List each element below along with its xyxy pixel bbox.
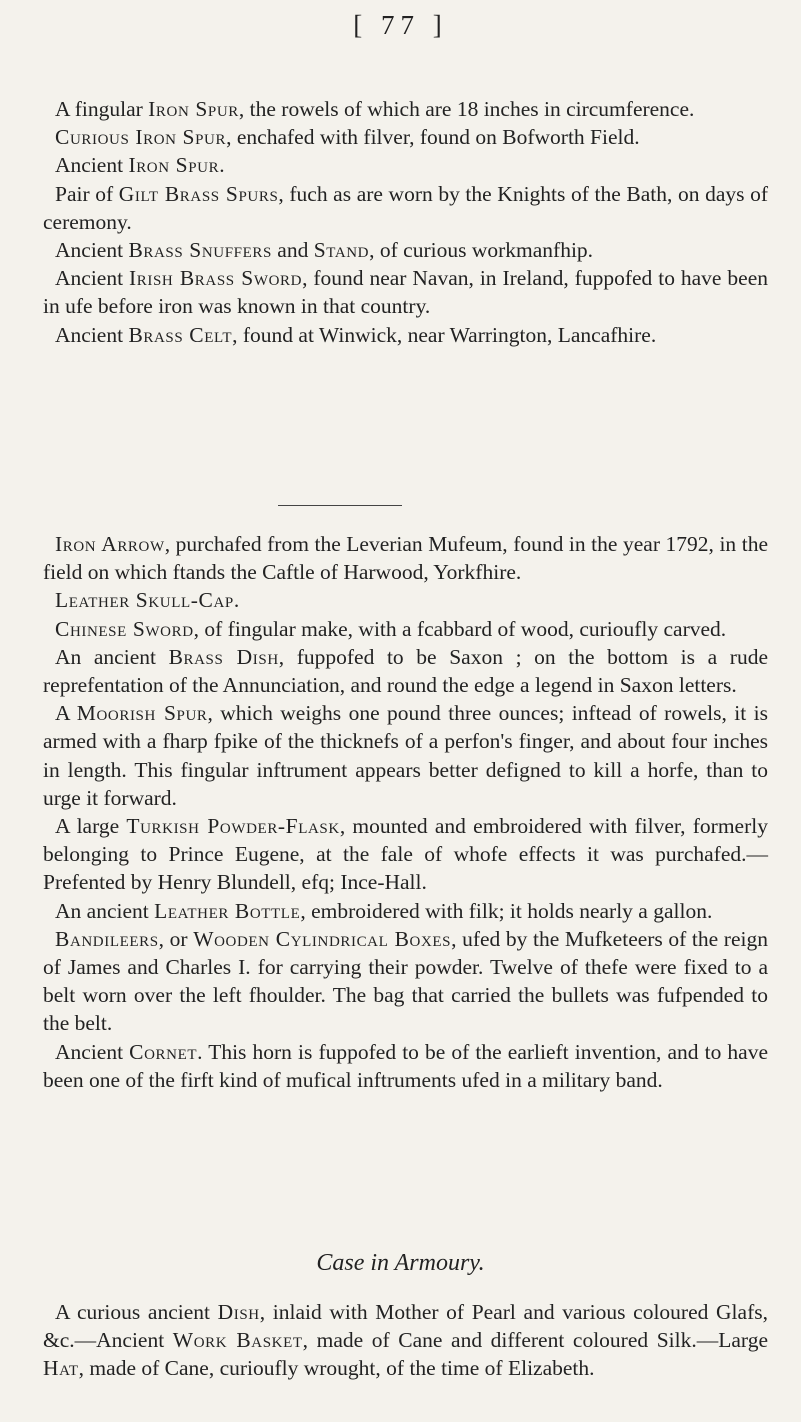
entry-text: Ancient [55,266,129,291]
entry-text: , purchafed from the Leverian Mufeum, found in the year 1792, in the field on which ftands the Caftle of Harwood, Yorkfhire. [43,532,768,585]
catalogue-entry [43,151,768,179]
catalogue-entry [43,643,768,699]
entry-item-name: Brass Snuffers [128,238,272,263]
entry-text: , which weighs one pound three ounces; inftead of rowels, it is armed with a fharp fpike of the thicknefs of a perfon's finger, and about four inches in length. This fingular inftrument appears better defigned to kill a horfe, than to urge it forward. [43,701,768,810]
entry-text: , or [158,926,194,951]
entry-text: , found at Winwick, near Warrington, Lancafhire. [232,322,657,347]
entry-item-name: Cornet [129,1039,198,1064]
entry-text: , mounted and embroidered with filver, formerly belonging to Prince Eugene, at the fale of whofe effects it was purchafed.—Prefented by Henry Blundell, efq; Ince-Hall. [43,814,768,895]
entry-item-name: Wooden Cylindrical Boxes [193,926,452,951]
entry-text: , fuch as are worn by the Knights of the Bath, on days of ceremony. [43,181,768,234]
entry-item-name: Moorish Spur [76,701,208,726]
entry-item-name: Iron Spur [128,153,220,178]
entries-list-1 [43,95,768,349]
entry-text: , the rowels of which are 18 inches in circumference. [238,97,695,121]
entry-text: and [271,238,314,263]
entry-item-name: Work Basket [172,1328,303,1353]
entry-text: A fingular [55,97,149,121]
catalogue-entry [43,264,768,320]
entry-text: , fuppofed to be Saxon ; on the bottom is a rude reprefentation of the Annunciation, and round the edge a legend in Saxon letters. [43,644,768,698]
entry-text: , made of Cane and different coloured Silk.—Large [302,1328,768,1353]
entry-item-name: Brass Dish [168,644,279,669]
catalogue-entry [43,123,768,151]
entry-text: . [219,153,225,178]
entry-text: A [55,701,77,726]
entry-text: An ancient [55,644,169,669]
catalogue-entry [43,95,768,123]
entry-text: Ancient [55,1039,130,1064]
entry-item-name: Gilt Brass Spurs [118,181,279,206]
section-heading: Case in Armoury. [316,1250,485,1276]
entry-text: . [233,588,240,613]
entry-item-name: Curious Iron Spur [55,125,227,150]
entry-item-name: Iron Spur [148,97,239,121]
entry-text: , made of Cane, curioufly wrought, of the time of Elizabeth. [78,1356,595,1381]
catalogue-entry [43,812,768,897]
entries-list-2 [43,530,768,1094]
entry-item-name: Dish [217,1300,260,1324]
entry-text: . This horn is fuppofed to be of the earlieft invention, and to have been one of the firft kind of mufical inftruments ufed in a military band. [43,1039,769,1092]
entry-text: , embroidered with filk; it holds nearly a gallon. [300,898,713,923]
entry-text: , of curious workmanfhip. [369,238,594,263]
entry-item-name: Stand [313,238,370,263]
entry-item-name: Hat [43,1356,79,1381]
entry-text: , inlaid with Mother of Pearl and various coloured Glafs, &c.—Ancient [43,1300,768,1353]
entry-text: Ancient [55,322,129,347]
entry-text: , ufed by the Mufketeers of the reign of James and Charles I. for carrying their powder. Twelve of thefe were fixed to a belt worn over the left fhoulder. The bag that carried the bullets was fufpended to the belt. [43,926,768,1036]
entry-text: Ancient [55,153,129,178]
entry-text: Pair of [55,181,119,206]
section-divider [278,505,402,506]
entry-text: , of fingular make, with a fcabbard of wood, curioufly carved. [193,616,727,641]
entries-list-3 [43,1298,768,1383]
page-number: [ 77 ] [353,10,448,40]
entry-item-name: Chinese Sword [55,616,194,641]
entry-text: A curious ancient [55,1300,218,1324]
catalogue-entry [43,236,768,264]
catalogue-entry [43,897,768,925]
entry-text: , found near Navan, in Ireland, fuppofed to have been in ufe before iron was known in that country. [43,266,768,319]
entry-item-name: Iron Arrow [55,532,165,556]
entry-item-name: Leather Bottle [154,898,301,923]
entry-item-name: Bandileers [55,926,159,951]
catalogue-entry [43,321,768,349]
entry-text: , enchafed with filver, found on Bofworth Field. [226,125,640,150]
entry-item-name: Leather Skull-Cap [55,588,234,613]
catalogue-entry [43,699,768,812]
entry-text: An ancient [55,898,155,923]
entry-item-name: Brass Celt [128,322,233,347]
catalogue-entry [43,180,768,236]
entry-item-name: Turkish Powder-Flask [126,814,340,839]
entry-text: A large [55,814,127,839]
entry-text: Ancient [55,238,129,263]
catalogue-entry [43,615,768,643]
catalogue-entry [43,1298,768,1383]
catalogue-entry [43,530,768,586]
entry-item-name: Irish Brass Sword [129,266,303,291]
catalogue-entry [43,925,768,1038]
catalogue-entry [43,1038,768,1094]
catalogue-entry [43,586,768,614]
